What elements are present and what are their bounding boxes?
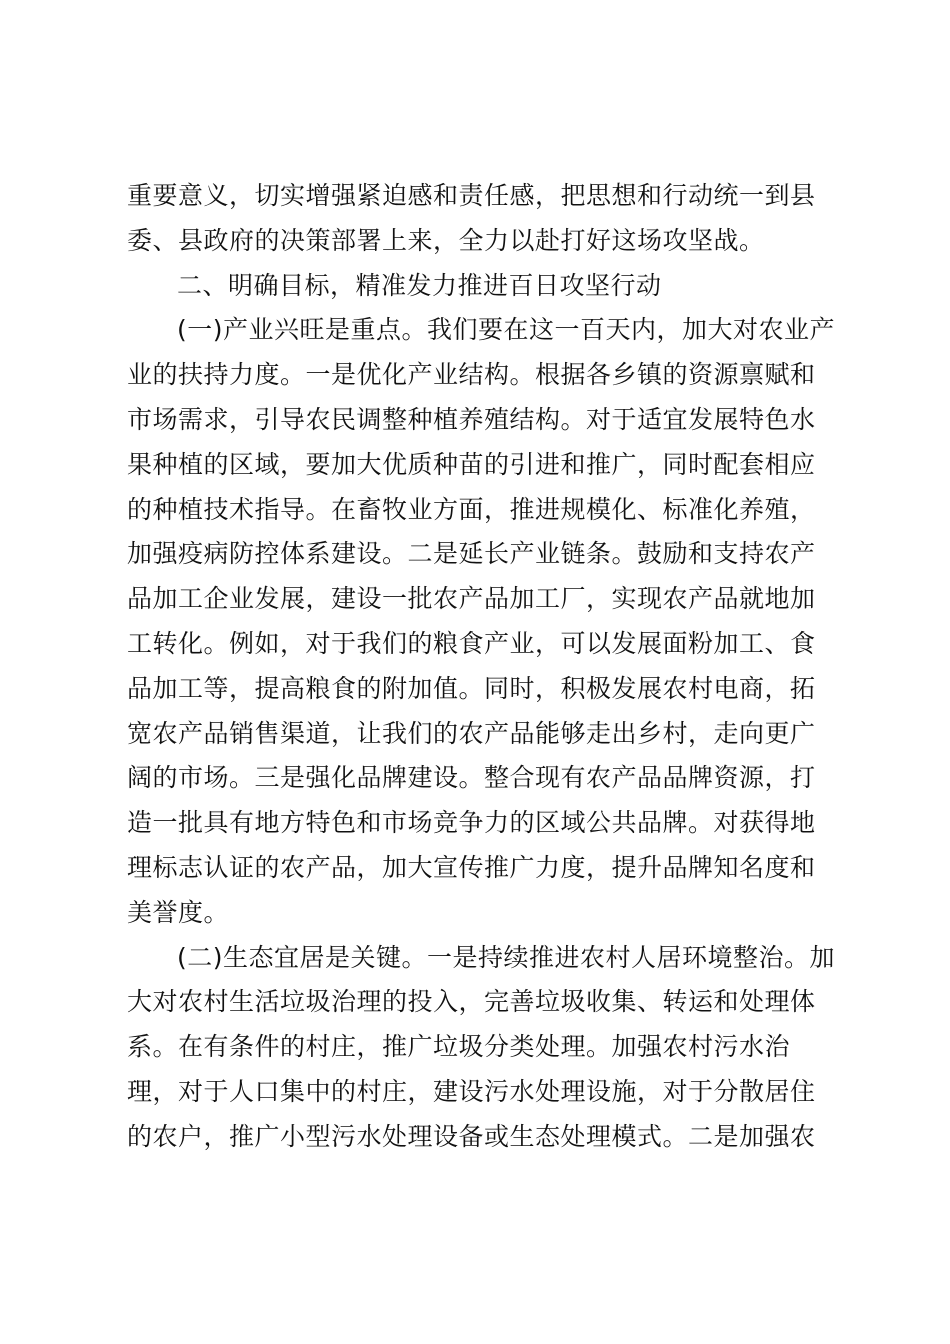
paragraph-start-line: (一)产业兴旺是重点。我们要在这一百天内，加大对农业产 [177,315,836,345]
text-line: 加强疫病防控体系建设。二是延长产业链条。鼓励和支持农产 [127,539,816,569]
text-line: 阔的市场。三是强化品牌建设。整合现有农产品品牌资源，打 [127,763,816,793]
text-line: 品加工等，提高粮食的附加值。同时，积极发展农村电商，拓 [127,673,816,703]
text-line: 重要意义，切实增强紧迫感和责任感，把思想和行动统一到县 [127,181,816,210]
text-line: 业的扶持力度。一是优化产业结构。根据各乡镇的资源禀赋和 [127,360,816,390]
section-heading: 二、明确目标，精准发力推进百日攻坚行动 [177,270,662,300]
text-line: 造一批具有地方特色和市场竞争力的区域公共品牌。对获得地 [127,808,816,838]
text-line: 工转化。例如，对于我们的粮食产业，可以发展面粉加工、食 [127,628,816,658]
text-line: 理，对于人口集中的村庄，建设污水处理设施，对于分散居住 [127,1076,816,1106]
text-line: 理标志认证的农产品，加大宣传推广力度，提升品牌知名度和 [127,852,816,882]
text-line: 系。在有条件的村庄，推广垃圾分类处理。加强农村污水治 [127,1032,791,1062]
text-line: 的农户，推广小型污水处理设备或生态处理模式。二是加强农 [127,1121,816,1151]
text-line: 的种植技术指导。在畜牧业方面，推进规模化、标准化养殖， [127,494,816,524]
text-line: 果种植的区域，要加大优质种苗的引进和推广，同时配套相应 [127,449,816,479]
text-line: 市场需求，引导农民调整种植养殖结构。对于适宜发展特色水 [127,404,816,434]
body-text [127,174,836,1160]
text-line: 委、县政府的决策部署上来，全力以赴打好这场攻坚战。 [127,225,765,255]
text-line: 美誉度。 [127,897,230,927]
text-line: 大对农村生活垃圾治理的投入，完善垃圾收集、转运和处理体 [127,987,816,1017]
text-line: 品加工企业发展，建设一批农产品加工厂，实现农产品就地加 [127,584,816,614]
paragraph-start-line: (二)生态宜居是关键。一是持续推进农村人居环境整治。加 [177,942,836,972]
text-line: 宽农产品销售渠道，让我们的农产品能够走出乡村，走向更广 [127,718,816,748]
